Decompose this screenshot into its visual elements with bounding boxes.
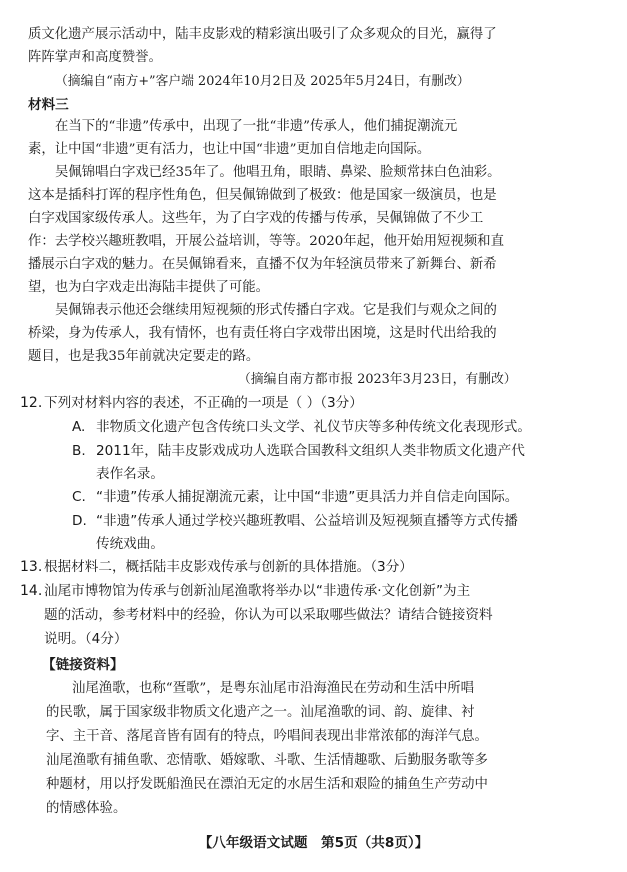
q12-option-d-cont: 传统戏曲。 — [96, 536, 164, 552]
material3-line: 作：去学校兴趣班教唱，开展公益培训，等等。2020年起，他开始用短视频和直 — [28, 234, 504, 249]
material2-line: 阵阵掌声和高度赞誉。 — [28, 50, 162, 65]
link-line: 汕尾渔歌，也称“疍歌”，是粤东汕尾市沿海渔民在劳动和生活中所唱 — [72, 681, 475, 696]
link-line: 的民歌，属于国家级非物质文化遗产之一。汕尾渔歌的词、韵、旋律、衬 — [46, 705, 475, 720]
link-line: 种题材，用以抒发既船渔民在漂泊无定的水居生活和艰险的捕鱼生产劳动中 — [46, 777, 488, 792]
material3-line: 在当下的“非遗”传承中，出现了一批“非遗”传承人，他们捕捉潮流元 — [55, 119, 458, 134]
link-line: 的情感体验。 — [46, 801, 127, 816]
material3-line: 白字戏国家级传承人。这些年，为了白字戏的传播与传承，吴佩锦做了不少工 — [28, 211, 484, 226]
material3-line: 播展示白字戏的魅力。在吴佩锦看来，直播不仅为年轻演员带来了新舞台、新希 — [28, 257, 497, 272]
q12-option-c: “非遗”传承人捕捉潮流元素，让中国“非遗”更具活力并自信走向国际。 — [96, 489, 519, 505]
q12-option-b-cont: 表作名录。 — [96, 466, 164, 482]
q14-line: 题的活动，参考材料中的经验，你认为可以采取哪些做法？请结合链接资料 — [44, 607, 493, 623]
page-footer: 【八年级语文试题 第5页（共8页）】 — [198, 835, 429, 851]
q12-option-label: A. — [72, 419, 86, 435]
q12-option-a: 非物质文化遗产包含传统口头文学、礼仪节庆等多种传统文化表现形式。 — [96, 419, 531, 435]
q14-line: 汕尾市博物馆为传承与创新汕尾渔歌将举办以“非遗传承·文化创新”为主 — [44, 583, 471, 599]
material3-source: （摘编自南方都市报 2023年3月23日，有删改） — [238, 372, 517, 387]
q13-number: 13. — [20, 559, 43, 575]
material3-line: 望，也为白字戏走出海陆丰提供了可能。 — [28, 280, 270, 295]
material3-line: 这本是插科打诨的程序性角色，但吴佩锦做到了极致：他是国家一级演员，也是 — [28, 188, 497, 203]
material3-line: 桥梁，身为传承人，我有情怀，也有责任将白字戏带出困境，这是时代出给我的 — [28, 326, 497, 341]
material3-line: 素，让中国“非遗”更有活力，也让中国“非遗”更加自信地走向国际。 — [28, 142, 431, 157]
material3-heading: 材料三 — [28, 97, 69, 113]
material3-line: 题目，也是我35年前就决定要走的路。 — [28, 349, 260, 364]
link-heading: 【链接资料】 — [42, 657, 124, 673]
q13-text: 根据材料二，概括陆丰皮影戏传承与创新的具体措施。（3分） — [44, 559, 413, 575]
q14-line: 说明。（4分） — [44, 631, 128, 647]
q12-option-label: C. — [72, 489, 86, 505]
link-line: 汕尾渔歌有捕鱼歌、恋情歌、婚嫁歌、斗歌、生活情趣歌、后勤服务歌等多 — [46, 753, 488, 768]
q14-number: 14. — [20, 583, 43, 599]
q12-option-label: B. — [72, 443, 86, 459]
material3-line: 吴佩锦表示他还会继续用短视频的形式传播白字戏。它是我们与观众之间的 — [55, 303, 497, 318]
material2-source: （摘编自“南方+”客户端 2024年10月2日及 2025年5月24日，有删改） — [55, 74, 470, 89]
q12-stem: 下列对材料内容的表述，不正确的一项是（ ）（3分） — [44, 395, 363, 411]
material2-line: 质文化遗产展示活动中，陆丰皮影戏的精彩演出吸引了众多观众的目光，赢得了 — [28, 27, 497, 42]
material3-line: 吴佩锦唱白字戏已经35年了。他唱丑角，眼睛、鼻梁、脸颊常抹白色油彩。 — [55, 165, 501, 180]
q12-option-label: D. — [72, 513, 87, 529]
q12-number: 12. — [20, 395, 43, 411]
q12-option-b: 2011年，陆丰皮影戏成功人选联合国教科文组织人类非物质文化遗产代 — [96, 443, 525, 459]
link-line: 字、主干音、落尾音皆有固有的特点，吟唱间表现出非常浓郁的海洋气息。 — [46, 729, 488, 744]
q12-option-d: “非遗”传承人通过学校兴趣班教唱、公益培训及短视频直播等方式传播 — [96, 513, 518, 529]
